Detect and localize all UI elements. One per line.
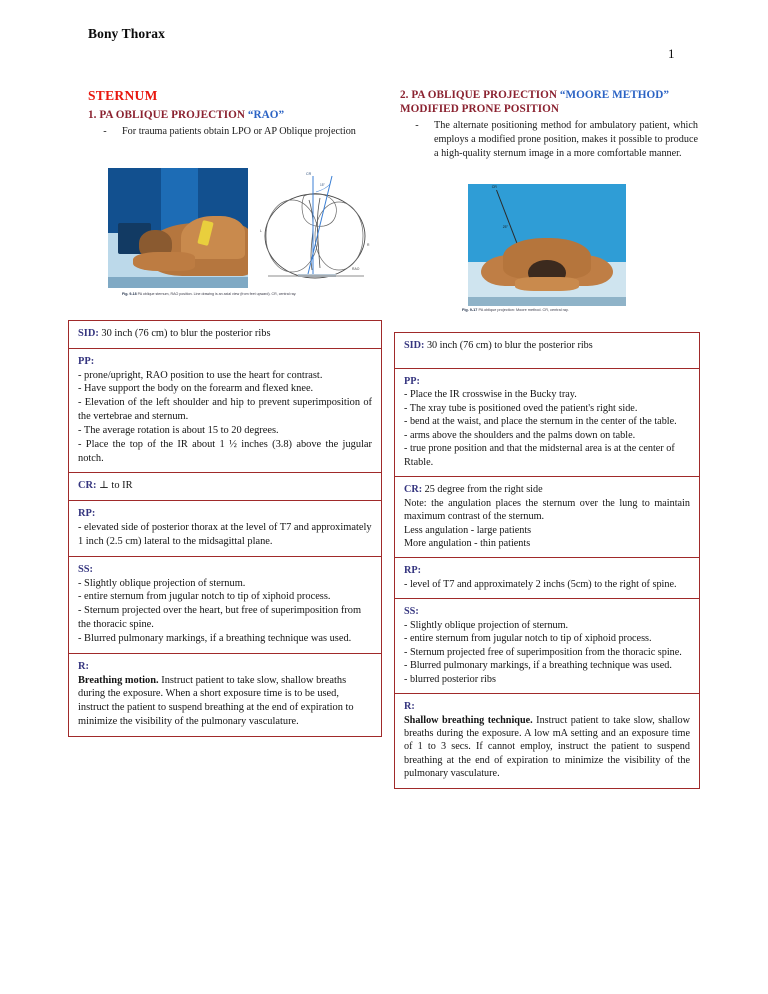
row-line [404,700,690,713]
row-line [78,327,372,341]
left-projection-title-quoted: “RAO” [247,108,285,121]
right-positioning-table [394,332,700,789]
row-text: ⊥ to IR [96,480,133,492]
right-bullet-item [400,119,698,161]
bullet-dash-icon: - [103,125,107,137]
right-figure-caption-label: Fig. 9-17 [462,308,478,312]
row-line: - Sternum projected free of superimposition from the thoracic spine. [404,646,682,658]
row-bold-lead: Breathing motion. [78,674,159,686]
left-figure-caption-text: PA oblique sternum, RAO position. Line drawing is an axial view (from feet upward). CR, central ray. [137,292,297,296]
row-line: - bend at the waist, and place the sternum in the center of the table. [404,416,677,428]
left-projection-title-main: 1. PA OBLIQUE PROJECTION [88,108,248,121]
rao-axial-line-drawing [254,170,376,288]
photo-patient-arm [133,252,195,271]
page-number: 1 [668,46,675,61]
right-projection-title [400,88,698,116]
photo-patient-hands [515,277,578,292]
right-figure-caption-text: PA oblique projection: Moore method. CR, central ray. [478,308,569,312]
row-line: - The average rotation is about 15 to 20 degrees. [78,424,279,436]
row-line [78,674,372,729]
row-line [78,507,372,521]
row-line: More angulation - thin patients [404,537,531,549]
row-text: Instruct patient to take slow, shallow breaths during the exposure. A low mA setting and an exposure time of 1 to 3 secs. If cannot employ, instruct the patient to suspend breathing at the end of expiration to minimize the visibility of the pulmonary vasculature. [404,714,690,780]
left-figure-caption-label: Fig. 9-18 [122,292,137,296]
row-text: 30 inch (76 cm) to blur the posterior ribs [98,328,271,339]
central-ray-label: CR [491,185,497,190]
row-line: - true prone position and that the midsternal area is at the center of Rtable. [404,443,675,468]
rao-position-photo [108,168,248,288]
row-line [404,714,690,781]
row-line [78,355,372,369]
right-figure [462,184,626,322]
table-row-ss [69,557,381,654]
row-line: - level of T7 and approximately 2 inchs (5cm) to the right of spine. [404,578,677,590]
right-figure-caption [462,308,632,313]
row-label-r: R: [78,660,89,672]
sternum-section-title: STERNUM [88,88,158,103]
document-header-title: Bony Thorax [88,26,165,41]
row-line: - Blurred pulmonary markings, if a breathing technique was used. [404,660,672,672]
row-label-cr: CR: [404,484,423,496]
row-line: - Elevation of the left shoulder and hip to prevent superimposition of the vertebrae and sternum. [78,397,372,423]
row-line: - arms above the shoulders and the palms down on table. [404,429,636,441]
row-line: - The xray tube is positioned oved the patient's right side. [404,402,638,414]
table-row-cr [395,477,699,558]
right-projection-title-part2: MODIFIED PRONE POSITION [400,103,560,115]
right-projection-title-part1: 2. PA OBLIQUE PROJECTION [400,89,560,101]
row-label-sid: SID: [404,340,425,351]
bullet-dash-icon: - [415,120,419,131]
row-line: Note: the angulation places the sternum over the lung to maintain maximum contrast of the sternum. [404,497,690,523]
moore-method-photo [468,184,626,306]
table-row-cr [69,473,381,501]
row-text: 30 inch (76 cm) to blur the posterior ribs [424,340,593,351]
svg-text:RAO: RAO [352,267,360,271]
row-text: 25 degree from the right side [422,484,543,496]
row-line: - prone/upright, RAO position to use the heart for contrast. [78,369,323,381]
svg-text:L: L [260,229,262,233]
right-column-heading-block [400,88,698,161]
photo-table-edge [108,277,248,288]
row-line [404,564,690,577]
photo-table-edge [468,297,626,306]
row-line [78,660,372,674]
row-line: - Have support the body on the forearm and flexed knee. [78,383,314,395]
row-label-cr: CR: [78,480,97,492]
row-line [78,563,372,577]
table-row-pp [69,349,381,474]
svg-text:CR: CR [306,172,312,176]
table-row-ss [395,599,699,694]
row-bold-lead: Shallow breathing technique. [404,714,533,726]
row-label-ss: SS: [404,606,419,618]
row-line: - entire sternum from jugular notch to tip of xiphoid process. [404,633,652,645]
row-line [404,339,690,352]
table-row-sid [69,321,381,349]
row-line: - Slightly oblique projection of sternum. [404,619,569,631]
svg-text:R: R [367,243,370,247]
table-row-rp [69,501,381,556]
row-line: - elevated side of posterior thorax at the level of T7 and approximately 1 inch (2.5 cm) lateral to the midsagittal plane. [78,522,372,547]
row-line [78,479,372,493]
left-projection-title [88,108,382,122]
row-line [404,605,690,618]
row-line [404,375,690,388]
table-row-r [395,694,699,788]
row-label-rp: RP: [404,565,421,577]
angle-label: 25° [502,225,508,230]
row-line: - entire sternum from jugular notch to tip of xiphoid process. [78,591,331,603]
row-label-ss: SS: [78,563,94,575]
row-line: - Place the top of the IR about 1 ½ inches (3.8) above the jugular notch. [78,438,372,464]
right-bullet-text: The alternate positioning method for ambulatory patient, which employs a modified prone position, makes it possible to produce a high-quality sternum image in a more comfortable manner. [434,120,698,160]
line-drawing-svg [254,170,376,288]
row-line: - Sternum projected over the heart, but free of superimposition from the thoracic spine. [78,605,362,631]
row-line: - Blurred pulmonary markings, if a breathing technique was used. [78,632,352,644]
row-label-pp: PP: [404,376,420,387]
table-row-rp [395,558,699,599]
row-line: - blurred posterior ribs [404,673,496,685]
row-label-r: R: [404,701,415,713]
row-label-pp: PP: [78,355,95,367]
left-bullet-item [88,125,382,139]
right-projection-title-quoted: “MOORE METHOD” [559,89,670,101]
row-line: - Slightly oblique projection of sternum. [78,577,246,589]
left-figure [108,168,376,316]
svg-text:15°: 15° [320,183,325,187]
left-positioning-table [68,320,382,737]
row-line [404,483,690,496]
left-bullet-text: For trauma patients obtain LPO or AP Oblique projection [122,125,356,137]
row-label-rp: RP: [78,508,96,520]
left-figure-caption [122,292,368,297]
table-row-r [69,654,381,736]
table-row-pp [395,369,699,477]
table-row-sid [395,333,699,369]
row-line: Less angulation - large patients [404,524,532,536]
left-column-heading-block [88,88,382,139]
row-text: Instruct patient to take slow, shallow breaths during the exposure. When a short exposure time is to be used, instruct the patient to suspend breathing at the end of expiration to minimize the visibility of the pulmonary vasculature. [78,674,354,728]
row-label-sid: SID: [78,328,99,339]
row-line: - Place the IR crosswise in the Bucky tray. [404,389,577,401]
